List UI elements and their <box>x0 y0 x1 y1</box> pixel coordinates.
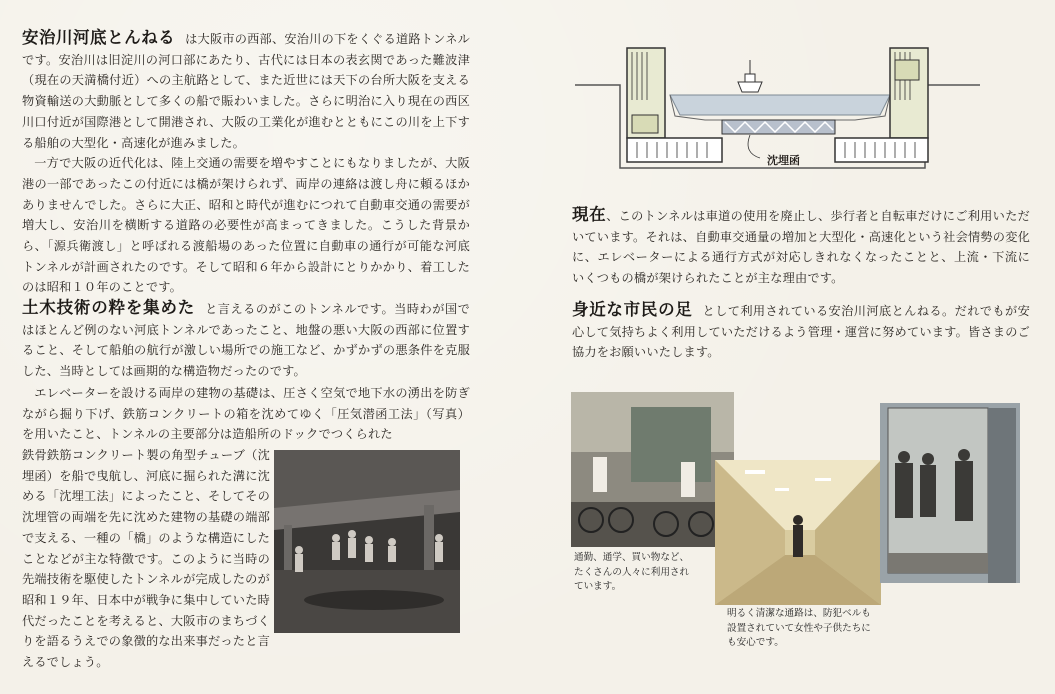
present-text: 、このトンネルは車道の使用を廃止し、歩行者と自転車だけにご利用いただいています。それは、自動車交通量の増加と大型化・高速化という社会情勢の変化に、エレベーターによる通行方式が対応しきれなくなったことと、上流・下流にいくつもの橋が架けられたことが主な理由です。 <box>572 209 1031 286</box>
caption-bicycles: 通勤、通学、買い物など、たくさんの人々に利用されています。 <box>574 552 690 592</box>
construction-photo-illustration <box>274 450 460 633</box>
section-technology <box>22 298 470 382</box>
citizens-text: として利用されている安治川河底とんねる。だれでもが安心して気持ちよく利用していただけるよう管理・運営に努めています。皆さまのご協力をお願いいたします。 <box>572 304 1030 360</box>
section-technology-2 <box>22 383 470 445</box>
tunnel-corridor-illustration <box>715 460 881 605</box>
tech-paragraph-1 <box>22 298 470 382</box>
present-paragraph <box>572 205 1030 289</box>
history-paragraph-1 <box>22 28 470 153</box>
tech-text-1: と言えるのがこのトンネルです。当時わが国ではほとんど例のない河底トンネルであったこと、地盤の悪い大阪の西部に位置すること、そして船舶の航行が激しい場所での施工など、かずかずの悪条件を克服した、当時としては画期的な構造物だったのです。 <box>22 302 471 379</box>
heading-civil-engineering: 土木技術の粋を集めた <box>22 298 196 317</box>
heading-anji-tunnel: 安治川河底とんねる <box>22 28 176 47</box>
ship-icon <box>738 60 762 92</box>
section-citizens <box>572 300 1030 363</box>
caption-corridor: 明るく清潔な通路は、防犯ベルも設置されていて女性や子供たちにも安心です。 <box>727 608 871 648</box>
section-technology-3 <box>22 445 270 673</box>
tunnel-cross-section-diagram <box>575 40 985 175</box>
bicycle-users-illustration <box>571 392 734 547</box>
heading-citizens: 身近な市民の足 <box>572 300 693 319</box>
bicycle-users-photo <box>571 392 734 547</box>
heading-present: 現在 <box>572 205 607 224</box>
elevator-illustration <box>880 403 1020 583</box>
history-text-1: は大阪市の西部、安治川の下をくぐる道路トンネルです。安治川は旧淀川の河口部にあたり、古代には日本の表玄関であった難波津（現在の天満橋付近）への主航路として、また近世には天下の台所大阪を支える物資輸送の大動脈として多くの船で賑わいました。さらに明治に入り現在の西区川口付近が国際港として開港され、大阪の工業化が進むとともにこの川を上下する船舶の大型化・高速化が進みました。 <box>22 32 471 150</box>
tech-paragraph-2: エレベーターを設ける両岸の建物の基礎は、圧さく空気で地下水の湧出を防ぎながら掘り下げ、鉄筋コンクリートの箱を沈めてゆく「圧気潜函工法」（写真）を用いたこと、トンネルの主要部分は造船所のドックでつくられた <box>22 386 470 442</box>
citizens-paragraph <box>572 300 1030 363</box>
tech-paragraph-3: 鉄骨鉄筋コンクリート製の角型チューブ（沈埋函）を船で曳航し、河底に掘られた溝に沈める「沈埋工法」によったこと、そしてその沈埋管の両端を先に沈めた建物の基礎の端部で支える、一種の「橋」のような構造にしたことなどが主な特徴です。このように当時の先端技術を駆使したトンネルが完成したのが昭和１９年、日本中が戦争に集中していた時代だったことを考えると、大阪市のまちづくりを語るうえでの象徴的な出来事だったと言えるでしょう。 <box>22 448 270 670</box>
section-present <box>572 205 1030 289</box>
construction-photo <box>274 450 460 633</box>
section-history <box>22 28 470 298</box>
history-paragraph-2: 一方で大阪の近代化は、陸上交通の需要を増やすことにもなりましたが、大阪港の一部であったこの付近には橋が架けられず、両岸の連絡は渡し舟に頼るほかありませんでした。さらに大正、昭和と時代が進むにつれて自動車交通の需要が増大し、安治川を横断する道路の必要性が高まってきました。こうした背景から、「源兵衛渡し」と呼ばれる渡船場のあった位置に自動車の通行が可能な河底トンネルが計画されたのです。そして昭和６年から設計にとりかかり、着工したのは昭和１０年のことです。 <box>22 156 470 295</box>
immersed-tube-label: 沈埋函 <box>767 154 800 167</box>
elevator-photo <box>880 403 1020 583</box>
tunnel-corridor-photo <box>715 460 881 605</box>
